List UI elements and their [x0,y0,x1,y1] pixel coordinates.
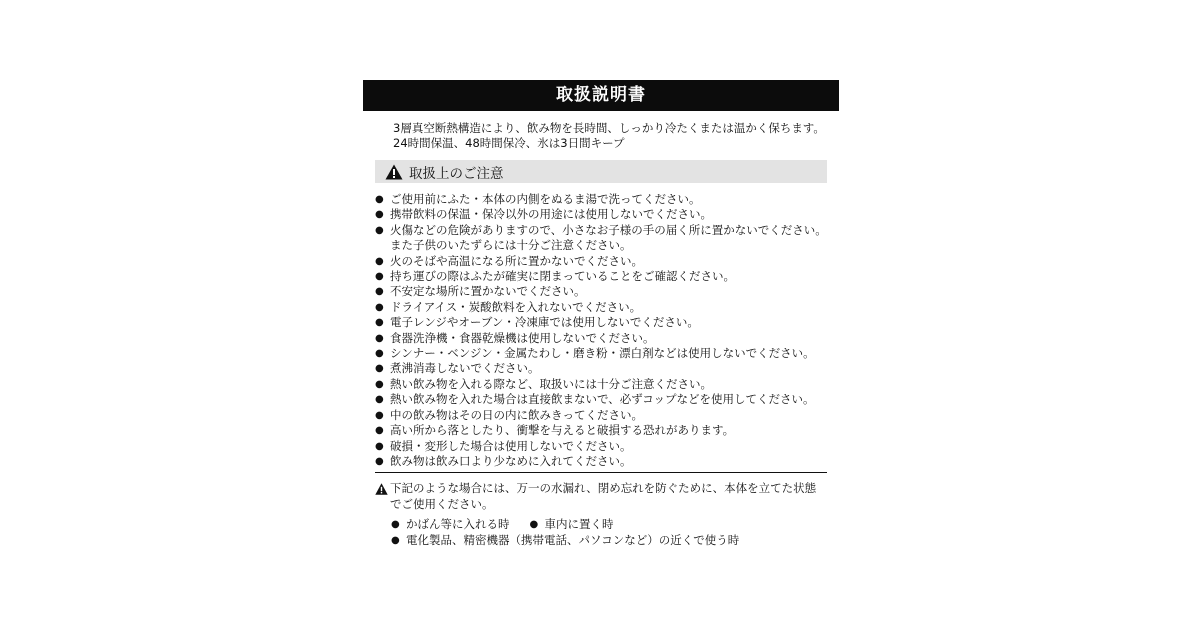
caution-section-header [375,160,827,183]
bullet-icon: ● [391,534,400,546]
instruction-manual [363,80,839,548]
list-item: ● 持ち運びの際はふたが確実に閉まっていることをご確認ください。 [375,269,735,284]
case-list [391,517,839,548]
list-item: ● 火のそばや高温になる所に置かないでください。 [375,253,643,268]
bullet-icon: ● [375,394,384,406]
warning-triangle-icon [375,483,388,495]
caution-heading: 取扱上のご注意 [409,165,504,182]
list-item: ● ご使用前にふた・本体の内側をぬるま湯で洗ってください。 [375,192,701,206]
bullet-icon: ● [375,455,384,467]
intro-line: 24時間保温、48時間保冷、氷は3日間キープ [393,136,625,150]
list-item: ● 携帯飲料の保温・保冷以外の用途には使用しないでください。 [375,207,712,222]
list-item: ● シンナー・ベンジン・金属たわし・磨き粉・漂白剤などは使用しないでください。 [375,346,815,361]
intro-line: 3層真空断熱構造により、飲み物を長時間、しっかり冷たくまたは温かく保ちます。 [393,121,825,135]
bullet-icon: ● [375,301,384,313]
list-item: ● 電子レンジやオーブン・冷凍庫では使用しないでください。 [375,315,699,330]
bullet-icon: ● [375,271,384,283]
bullet-icon: ● [375,348,384,360]
bullet-icon: ● [375,425,384,437]
list-item: ● 熱い飲み物を入れた場合は直接飲まないで、必ずコップなどを使用してください。 [375,392,815,407]
storage-note [375,481,827,512]
bullet-icon: ● [391,519,400,531]
bullet-icon: ● [375,409,384,421]
bullet-icon: ● [375,378,384,390]
manual-title: 取扱説明書 [363,80,839,111]
section-divider [375,472,827,473]
note-text: 下記のような場合には、万一の水漏れ、閉め忘れを防ぐために、本体を立てた状態でご使用ください。 [390,481,817,511]
list-item: ● ドライアイス・炭酸飲料を入れないでください。 [375,299,642,314]
product-intro [393,121,839,151]
list-item: ● 破損・変形した場合は使用しないでください。 [375,438,632,453]
bullet-icon: ● [375,332,384,344]
bullet-icon: ● [375,286,384,298]
list-item: ● かばん等に入れる時 [391,517,510,532]
list-item: ● 車内に置く時 [529,517,614,532]
bullet-icon: ● [375,194,384,205]
bullet-icon: ● [375,363,384,375]
bullet-icon: ● [375,440,384,452]
case-row [391,533,839,549]
list-item: ● 飲み物は飲み口より少なめに入れてください。 [375,453,632,468]
bullet-icon: ● [375,209,384,221]
list-item: ● 火傷などの危険がありますので、小さなお子様の手の届く所に置かないでください。 また子供のいたずらには十分ご注意ください。 [375,222,827,253]
list-item: ● 食器洗浄機・食器乾燥機は使用しないでください。 [375,330,655,345]
list-item: ● 高い所から落としたり、衝撃を与えると破損する恐れがあります。 [375,423,735,438]
list-item: ● 煮沸消毒しないでください。 [375,361,540,376]
bullet-icon: ● [375,255,384,267]
case-row [391,517,839,533]
bullet-icon: ● [529,519,539,531]
warning-triangle-icon [385,164,403,180]
bullet-icon: ● [375,317,384,329]
bullet-icon: ● [375,224,384,236]
list-item: ● 熱い飲み物を入れる際など、取扱いには十分ご注意ください。 [375,376,712,391]
list-item: ● 中の飲み物はその日の内に飲みきってください。 [375,407,643,422]
list-item: ● 不安定な場所に置かないでください。 [375,284,586,299]
caution-list [375,192,839,469]
list-item: ● 電化製品、精密機器（携帯電話、パソコンなど）の近くで使う時 [391,532,740,547]
